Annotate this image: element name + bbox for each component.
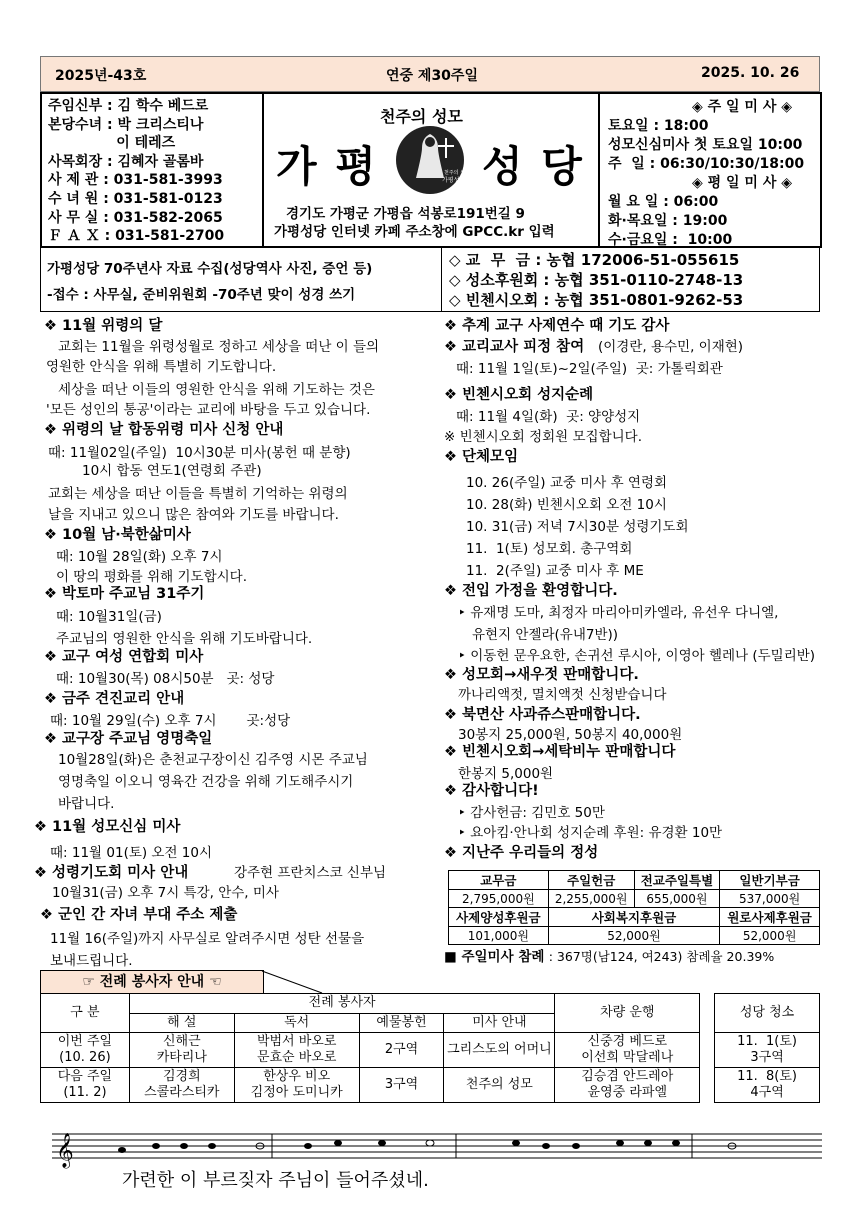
service-cell: 그리스도의 어머니: [444, 1033, 555, 1068]
section-heading: ❖ 교리교사 피정 참여: [444, 339, 585, 355]
offering-label: 일반기부금: [720, 871, 820, 890]
account-line: ◇ 빈첸시오회 : 농협 351-0801-9262-53: [449, 291, 744, 309]
staff-line: Ｆ Ａ Ｘ : 031-581-2700: [48, 228, 225, 245]
weekday-mass-line: 월 요 일 : 06:00: [608, 194, 719, 210]
church-address: 경기도 가평군 가평읍 석봉로191번길 9: [286, 206, 525, 222]
service-cell: 천주의 성모: [444, 1068, 555, 1103]
section-heading: ❖ 빈첸시오회→세탁비누 판매합니다: [444, 744, 676, 760]
col-vehicle: 차량 운행: [555, 994, 700, 1033]
body-text: 영명축일 이오니 영육간 건강을 위해 기도해주시기: [58, 774, 354, 790]
service-cell: 다음 주일 (11. 2): [41, 1068, 130, 1103]
section-heading: ❖ 11월 위령의 달: [44, 318, 163, 334]
body-text: '모든 성인의 통공'이라는 교리에 바탕을 두고 있습니다.: [46, 402, 371, 418]
service-cell: 이번 주일 (10. 26): [41, 1033, 130, 1068]
body-text: ‣ 감사헌금: 김민호 50만: [458, 805, 605, 821]
church-cafe: 가평성당 인터넷 카페 주소창에 GPCC.kr 입력: [274, 224, 555, 240]
body-text: ‣ 이동헌 문우요한, 손귀선 루시아, 이영아 헬레나 (두밀리반): [458, 648, 816, 664]
section-heading: ❖ 단체모임: [444, 449, 519, 465]
body-text: 때: 10월30(목) 08시50분 곳: 성당: [56, 671, 275, 687]
section-heading: ❖ 11월 성모신심 미사: [34, 819, 181, 835]
body-text: 영원한 안식을 위해 특별히 기도합니다.: [46, 359, 277, 375]
service-row: [41, 1068, 820, 1103]
body-text: 11월 16(주일)까지 사무실로 알려주시면 성탄 선물을: [50, 931, 365, 947]
service-cell: 신해근 카타리나: [129, 1033, 234, 1068]
body-text: 교회는 세상을 떠난 이들을 특별히 기억하는 위령의: [48, 486, 348, 502]
body-text: ‣ 유재명 도마, 최정자 마리아미카엘라, 유선우 다니엘,: [458, 605, 779, 621]
body-text: 11. 1(토) 성모회. 총구역회: [466, 541, 633, 557]
body-text: 10. 26(주일) 교중 미사 후 연령회: [466, 475, 668, 491]
account-line: ◇ 교 무 금 : 농협 172006-51-055615: [449, 251, 740, 269]
body-text: 이 땅의 평화를 위해 기도합시다.: [56, 569, 247, 585]
service-cell: 김승겸 안드레아 윤영중 라파엘: [555, 1068, 700, 1103]
weekday-mass-title: ◈ 평 일 미 사 ◈: [692, 175, 792, 191]
body-text: 까나리액젓, 멸치액젓 신청받습니다: [458, 687, 667, 703]
offering-label: 주일헌금: [548, 871, 634, 890]
offering-value: 2,255,000원: [548, 890, 634, 908]
liturgical-week: 연중 제30주일: [386, 68, 478, 84]
account-line: ◇ 성소후원회 : 농협 351-0110-2748-13: [449, 271, 744, 289]
notice-line2: -접수 : 사무실, 준비위원회 -70주년 맞이 성경 쓰기: [47, 287, 356, 303]
body-text: ‣ 요아킴·안나회 성지순례 후원: 유경환 10만: [458, 825, 723, 841]
section-heading: ❖ 교구 여성 연합회 미사: [44, 649, 204, 665]
offering-table: [448, 870, 820, 945]
col-sub: 예물봉헌: [359, 1013, 444, 1033]
section-heading: ❖ 추계 교구 사제연수 때 기도 감사: [444, 318, 670, 334]
body-text: 10. 31(금) 저녁 7시30분 성령기도회: [466, 519, 689, 535]
weekday-mass-line: 수·금요일 : 10:00: [608, 232, 733, 248]
service-row: [41, 1033, 820, 1068]
service-title: ☞ 전례 봉사자 안내 ☜: [40, 970, 264, 994]
svg-text:𝄞: 𝄞: [56, 1133, 74, 1168]
offering-value: 101,000원: [449, 927, 549, 945]
body-text: 보내드립니다.: [50, 953, 133, 969]
offering-value: 537,000원: [720, 890, 820, 908]
body-text: 10. 28(화) 빈첸시오회 오전 10시: [466, 497, 667, 513]
body-text: 때: 10월31일(금): [56, 609, 162, 625]
body-text: 주교님의 영원한 안식을 위해 기도바랍니다.: [56, 631, 313, 647]
section-heading: ❖ 전입 가정을 환영합니다.: [444, 583, 618, 599]
body-text: 바랍니다.: [58, 796, 115, 812]
service-cell: 박범서 바오로 문효순 바오로: [234, 1033, 359, 1068]
section-heading: ❖ 교구장 주교님 영명축일: [44, 731, 213, 747]
staff-line: 사 무 실 : 031-582-2065: [48, 209, 223, 226]
body-text: 10월28일(화)은 춘천교구장이신 김주영 시몬 주교님: [58, 752, 368, 768]
col-cleaning: 성당 청소: [715, 994, 820, 1033]
service-cell: 3구역: [359, 1068, 444, 1103]
song-score: [52, 1130, 822, 1194]
staff-line: 본당수녀 : 박 크리스티나: [48, 116, 204, 133]
church-subtitle: 천주의 성모: [380, 107, 463, 126]
col-sub: 미사 안내: [444, 1013, 555, 1033]
section-heading: ❖ 군인 간 자녀 부대 주소 제출: [40, 907, 238, 923]
section-heading: ❖ 성령기도회 미사 안내: [34, 865, 189, 881]
body-text: 때: 11월 1일(토)~2일(주일) 곳: 가톨릭회관: [456, 361, 723, 377]
sunday-mass-title: ◈ 주 일 미 사 ◈: [692, 99, 792, 115]
body-text: 때: 10월 28일(화) 오후 7시: [56, 549, 223, 565]
church-name-left: 가 평: [276, 142, 378, 191]
offering-label: 사회복지후원금: [548, 908, 720, 927]
body-text: 한봉지 5,000원: [458, 766, 554, 782]
offering-label: 전교주일특별: [634, 871, 720, 890]
section-heading: ❖ 금주 견진교리 안내: [44, 691, 185, 707]
section-heading: ❖ 감사합니다!: [444, 783, 539, 799]
service-gap: [700, 1068, 715, 1103]
section-heading: ❖ 성모회→새우젓 판매합니다.: [444, 667, 639, 683]
body-text: 10월31(금) 오후 7시 특강, 안수, 미사: [52, 885, 279, 901]
service-cell: 11. 1(토) 3구역: [715, 1033, 820, 1068]
body-text: 30봉지 25,000원, 50봉지 40,000원: [458, 727, 683, 743]
weekday-mass-line: 화·목요일 : 19:00: [608, 213, 728, 229]
col-sub: 독서: [234, 1013, 359, 1033]
notice-line1: 가평성당 70주년사 자료 수집(성당역사 사진, 증언 등): [47, 261, 373, 277]
staff-line: 사목회장 : 김혜자 골롬바: [48, 153, 204, 170]
song-lyrics: 가련한 이 부르짖자 주님이 들어주셨네.: [122, 1170, 429, 1191]
body-text: 때: 11월 01(토) 오전 10시: [50, 845, 213, 861]
attendance: [444, 945, 774, 965]
sunday-mass-line: 주 일 : 06:30/10:30/18:00: [608, 156, 805, 172]
header-band: [40, 56, 820, 92]
body-text: (이경란, 용수민, 이재현): [598, 339, 744, 355]
body-text: ※ 빈첸시오회 정회원 모집합니다.: [444, 429, 643, 445]
body-text: 11. 2(주일) 교중 미사 후 ME: [466, 563, 644, 579]
service-gap: [700, 1033, 715, 1068]
offering-value: 52,000원: [548, 927, 720, 945]
staff-line: 수 녀 원 : 031-581-0123: [48, 191, 223, 207]
service-table: [40, 993, 820, 1103]
attendance-value: : 367명(남124, 여243) 참례율 20.39%: [548, 949, 775, 964]
service-cell: 2구역: [359, 1033, 444, 1068]
section-heading: ❖ 빈첸시오회 성지순례: [444, 387, 594, 403]
church-name-right: 성 당: [482, 142, 584, 191]
body-text: 날을 지내고 있으니 많은 참여와 기도를 바랍니다.: [48, 507, 339, 523]
section-heading: ❖ 박토마 주교님 31주기: [44, 586, 205, 602]
offering-label: 교무금: [449, 871, 549, 890]
staff-line: 사 제 관 : 031-581-3993: [48, 172, 223, 189]
service-cell: 신중경 베드로 이선희 막달레나: [555, 1033, 700, 1068]
section-heading: ❖ 북면산 사과쥬스판매합니다.: [444, 707, 641, 723]
section-heading: ❖ 10월 남·북한삶미사: [44, 527, 191, 543]
body-text: 때: 10월 29일(수) 오후 7시 곳:성당: [50, 713, 291, 729]
staff-line: 이 테레즈: [48, 135, 176, 152]
service-title-line: [262, 970, 362, 994]
info-box: [40, 92, 822, 248]
service-cell: 김경희 스콜라스티카: [129, 1068, 234, 1103]
sunday-mass-line: 토요일 : 18:00: [608, 118, 709, 134]
body-text: 세상을 떠난 이들의 영원한 안식을 위해 기도하는 것은: [58, 382, 375, 398]
offering-value: 52,000원: [720, 927, 820, 945]
service-cell: 한상우 비오 김정아 도미니카: [234, 1068, 359, 1103]
body-text: 강주현 프란치스코 신부님: [234, 865, 387, 881]
bulletin-date: 2025. 10. 26: [701, 65, 800, 81]
section-heading: ❖ 지난주 우리들의 정성: [444, 845, 599, 861]
offering-value: 2,795,000원: [449, 890, 549, 908]
church-logo-icon: [394, 124, 470, 196]
svg-text:가평성당: 가평성당: [442, 177, 466, 184]
notice-band: [40, 246, 820, 312]
body-text: 때: 11월 4일(화) 곳: 양양성지: [456, 409, 641, 425]
issue-number: 2025년-43호: [55, 68, 147, 84]
offering-label: 원로사제후원금: [720, 908, 820, 927]
section-heading: ❖ 위령의 날 합동위령 미사 신청 안내: [44, 422, 284, 438]
service-cell: 11. 8(토) 4구역: [715, 1068, 820, 1103]
offering-label: 사제양성후원금: [449, 908, 549, 927]
offering-value: 655,000원: [634, 890, 720, 908]
staff-line: 주임신부 : 김 학수 베드로: [48, 98, 209, 114]
col-group: 구 분: [41, 994, 130, 1033]
col-sub: 해 설: [129, 1013, 234, 1033]
svg-text:천주의 성모: 천주의 성모: [444, 170, 470, 176]
body-text: 10시 합동 연도1(연령회 주관): [82, 463, 262, 479]
col-liturgy: 전례 봉사자: [129, 994, 555, 1014]
body-text: 교회는 11월을 위령성월로 정하고 세상을 떠난 이 들의: [58, 339, 380, 355]
body-text: 때: 11월02일(주일) 10시30분 미사(봉헌 때 분향): [48, 445, 351, 461]
sunday-mass-line: 성모신심미사 첫 토요일 10:00: [608, 137, 803, 153]
attendance-label: ■ 주일미사 참례: [444, 949, 545, 965]
body-text: 유현지 안젤라(유내7반)): [472, 627, 619, 643]
